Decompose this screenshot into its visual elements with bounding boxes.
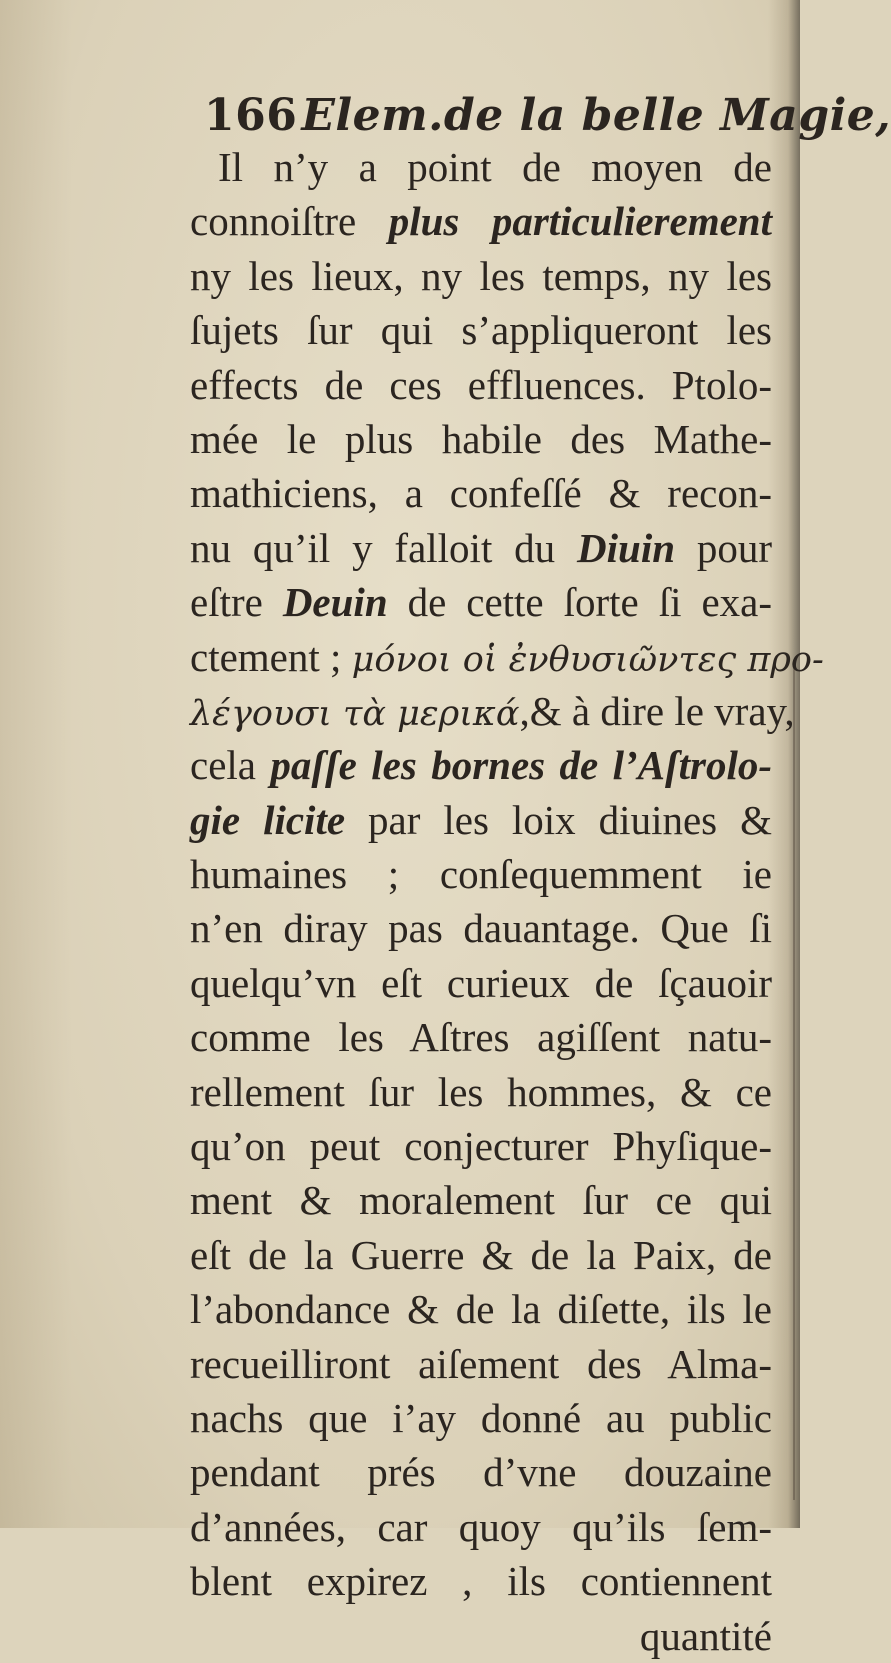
text-line bbox=[190, 793, 772, 847]
text-segment: ment & moralement ſur ce qui bbox=[190, 1177, 772, 1224]
text-line bbox=[190, 1119, 772, 1173]
text-line bbox=[190, 140, 772, 194]
catchword: quantité bbox=[639, 1612, 772, 1659]
text-line bbox=[190, 684, 795, 738]
text-line bbox=[190, 1010, 772, 1064]
text-segment: recueilliront aiſement des Alma- bbox=[190, 1340, 772, 1387]
text-segment: quelqu’vn eſt curieux de ſçauoir bbox=[190, 959, 772, 1006]
text-segment: l’abondance & de la diſette, ils le bbox=[190, 1286, 772, 1333]
text-segment: de cette ſorte ſi exa- bbox=[387, 579, 772, 626]
text-line bbox=[190, 521, 772, 575]
text-line bbox=[190, 901, 772, 955]
text-segment: effects de ces effluences. Ptolo- bbox=[190, 361, 772, 408]
text-segment: blent expirez , ils contiennent bbox=[190, 1558, 772, 1605]
text-segment: nachs que i’ay donné au public bbox=[190, 1394, 772, 1441]
text-line bbox=[190, 738, 772, 792]
text-line bbox=[190, 1500, 772, 1554]
text-segment: ny les lieux, ny les temps, ny les bbox=[190, 252, 772, 299]
text-line bbox=[190, 466, 772, 520]
text-segment: pendant prés d’vne douzaine bbox=[190, 1449, 772, 1496]
text-line bbox=[190, 194, 772, 248]
text-segment: n’en diray pas dauantage. Que ſi bbox=[190, 905, 772, 952]
body-text bbox=[190, 140, 824, 1663]
greek-text: μόνοι οἱ ἐνθυσιῶντες προ- bbox=[351, 639, 824, 680]
text-segment: eſtre bbox=[190, 579, 283, 626]
text-segment: connoiſtre bbox=[190, 198, 389, 245]
text-segment: rellement ſur les hommes, & ce bbox=[190, 1068, 772, 1115]
text-segment: eſt de la Guerre & de la Paix, de bbox=[190, 1231, 772, 1278]
text-segment: mée le plus habile des Mathe- bbox=[190, 415, 772, 462]
text-line bbox=[190, 303, 772, 357]
text-line bbox=[190, 1282, 772, 1336]
text-line bbox=[190, 412, 772, 466]
text-line bbox=[190, 956, 772, 1010]
page-edge-shadow bbox=[793, 660, 795, 1500]
italic-text: paſſe les bornes de l’Aſtrolo- bbox=[270, 742, 773, 789]
running-title: Elem.de la belle Magie, bbox=[301, 90, 891, 141]
text-line bbox=[190, 249, 772, 303]
text-line bbox=[190, 1173, 772, 1227]
text-line bbox=[190, 1445, 772, 1499]
italic-text: plus particulierement bbox=[388, 198, 772, 245]
text-segment: ſujets ſur qui s’appliqueront les bbox=[190, 307, 772, 354]
text-line bbox=[190, 1065, 772, 1119]
text-line bbox=[190, 1228, 772, 1282]
text-segment: pour bbox=[675, 524, 772, 571]
page-number: 166 bbox=[204, 90, 298, 141]
text-segment: ,& à dire le vray, bbox=[519, 687, 795, 734]
italic-text: Deuin bbox=[282, 579, 388, 626]
text-segment: d’années, car quoy qu’ils ſem- bbox=[190, 1503, 772, 1550]
text-line bbox=[190, 630, 824, 684]
text-segment: humaines ; conſequemment ie bbox=[190, 851, 772, 898]
text-line bbox=[190, 1337, 772, 1391]
text-segment: comme les Aſtres agiſſent natu- bbox=[190, 1014, 772, 1061]
text-segment: ctement ; bbox=[190, 633, 352, 680]
italic-text: Diuin bbox=[577, 524, 676, 571]
text-segment: Il n’y a point de moyen de bbox=[218, 144, 772, 190]
text-segment: cela bbox=[190, 742, 271, 789]
text-line bbox=[190, 358, 772, 412]
text-segment: mathiciens, a confeſſé & recon- bbox=[190, 470, 772, 517]
text-line bbox=[190, 1391, 772, 1445]
italic-text: gie licite bbox=[190, 796, 346, 843]
text-line bbox=[190, 575, 772, 629]
text-line bbox=[190, 1554, 772, 1608]
text-segment: nu qu’il y falloit du bbox=[190, 524, 578, 571]
text-segment: par les loix diuines & bbox=[345, 796, 772, 843]
text-line bbox=[190, 847, 772, 901]
greek-text: λέγουσι τὰ μερικά bbox=[190, 693, 520, 734]
running-header bbox=[204, 88, 891, 144]
text-segment: qu’on peut conjecturer Phyſique- bbox=[190, 1123, 772, 1170]
